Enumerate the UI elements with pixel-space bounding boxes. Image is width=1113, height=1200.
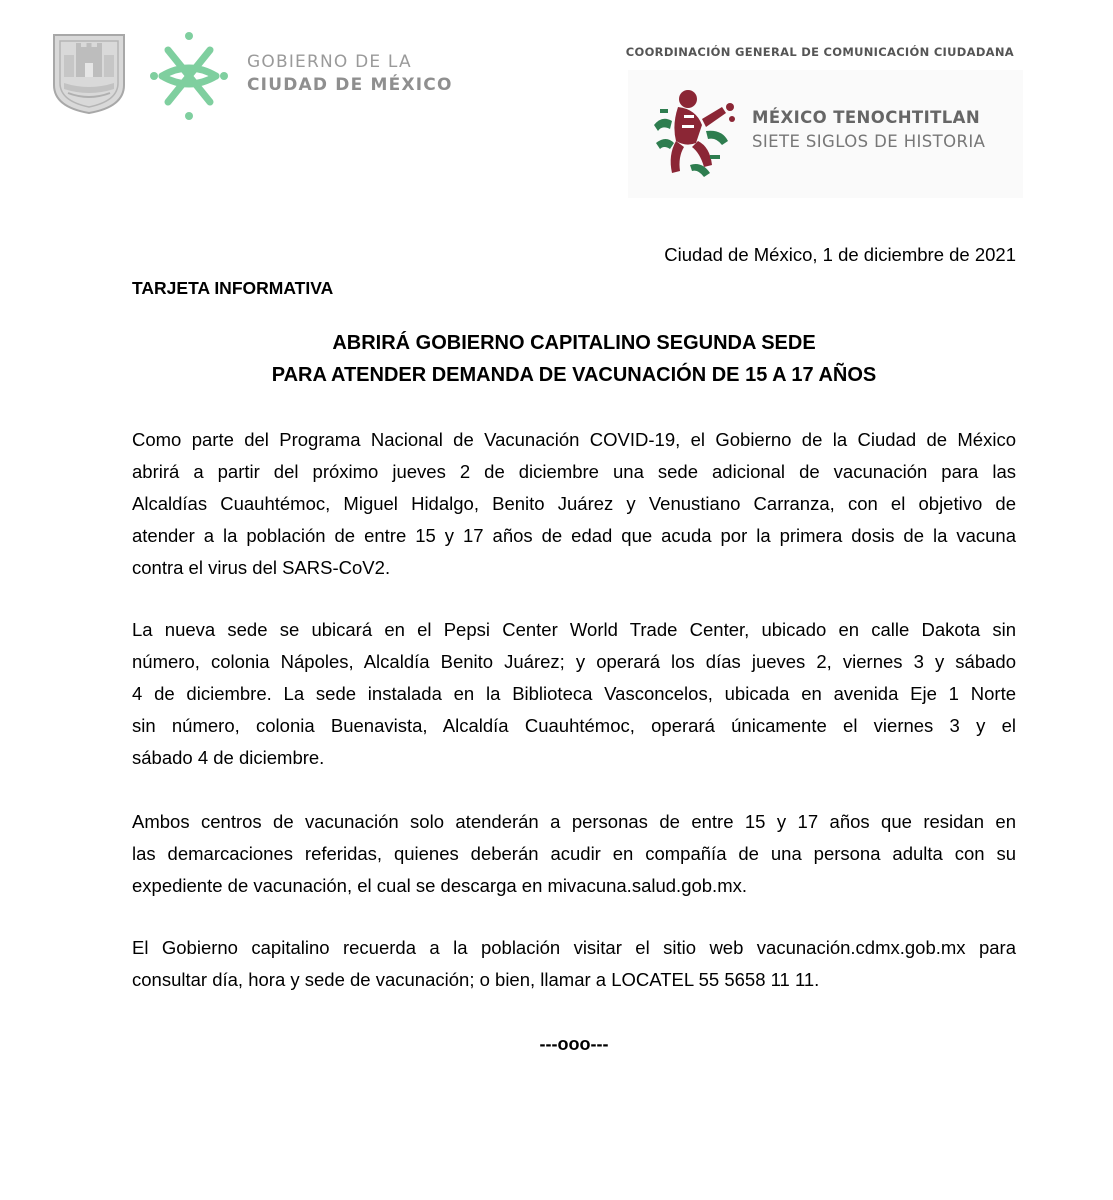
paragraph-line: contra el virus del SARS-CoV2. [132,557,391,578]
tenochtitlan-figure-icon [650,85,745,185]
headline-line-2: PARA ATENDER DEMANDA DE VACUNACIÓN DE 15 A 17 AÑOS [271,364,877,386]
coordination-heading: COORDINACIÓN GENERAL DE COMUNICACIÓN CIUDADANA [625,45,1014,59]
tenochtitlan-title: MÉXICO TENOCHTITLAN [752,108,981,127]
paragraph-line: las demarcaciones referidas, quienes deberán acudir en compañía de una persona adulta con su [132,843,1016,864]
paragraph-line: 4 de diciembre. La sede instalada en la Biblioteca Vasconcelos, ubicada en avenida Eje 1 Norte [132,683,1016,704]
closing-mark: ---ooo--- [539,1034,609,1054]
cdmx-logo-icon [148,30,230,122]
paragraph-2 [132,614,1016,774]
tenochtitlan-subtitle: SIETE SIGLOS DE HISTORIA [752,132,986,151]
paragraph-line: atender a la población de entre 15 y 17 años de edad que acuda por la primera dosis de la vacuna [132,525,1016,546]
government-name-line-1: GOBIERNO DE LA [247,52,412,72]
paragraph-1 [132,424,1016,584]
government-name-line-2: CIUDAD DE MÉXICO [247,75,453,95]
paragraph-line: Alcaldías Cuauhtémoc, Miguel Hidalgo, Benito Juárez y Venustiano Carranza, con el objetivo de [132,493,1016,514]
paragraph-line: consultar día, hora y sede de vacunación; o bien, llamar a LOCATEL 55 5658 11 11. [132,969,820,990]
headline-line-1: ABRIRÁ GOBIERNO CAPITALINO SEGUNDA SEDE [332,332,816,354]
paragraph-line: La nueva sede se ubicará en el Pepsi Center World Trade Center, ubicado en calle Dakota sin [132,619,1016,640]
document-type-title: TARJETA INFORMATIVA [132,278,334,298]
paragraph-line: número, colonia Nápoles, Alcaldía Benito Juárez; y operará los días jueves 2, viernes 3 y sábado [132,651,1016,672]
coat-of-arms-icon [52,33,126,115]
paragraph-3 [132,806,1016,902]
paragraph-line: Como parte del Programa Nacional de Vacunación COVID-19, el Gobierno de la Ciudad de México [132,429,1016,450]
document-date: Ciudad de México, 1 de diciembre de 2021 [664,244,1016,265]
paragraph-line: abrirá a partir del próximo jueves 2 de diciembre una sede adicional de vacunación para las [132,461,1016,482]
paragraph-line: expediente de vacunación, el cual se descarga en mivacuna.salud.gob.mx. [132,875,747,896]
paragraph-4 [132,932,1016,996]
paragraph-line: sábado 4 de diciembre. [132,747,325,768]
paragraph-line: El Gobierno capitalino recuerda a la población visitar el sitio web vacunación.cdmx.gob.mx para [132,937,1016,958]
paragraph-line: sin número, colonia Buenavista, Alcaldía Cuauhtémoc, operará únicamente el viernes 3 y el [132,715,1016,736]
paragraph-line: Ambos centros de vacunación solo atenderán a personas de entre 15 y 17 años que residan en [132,811,1016,832]
